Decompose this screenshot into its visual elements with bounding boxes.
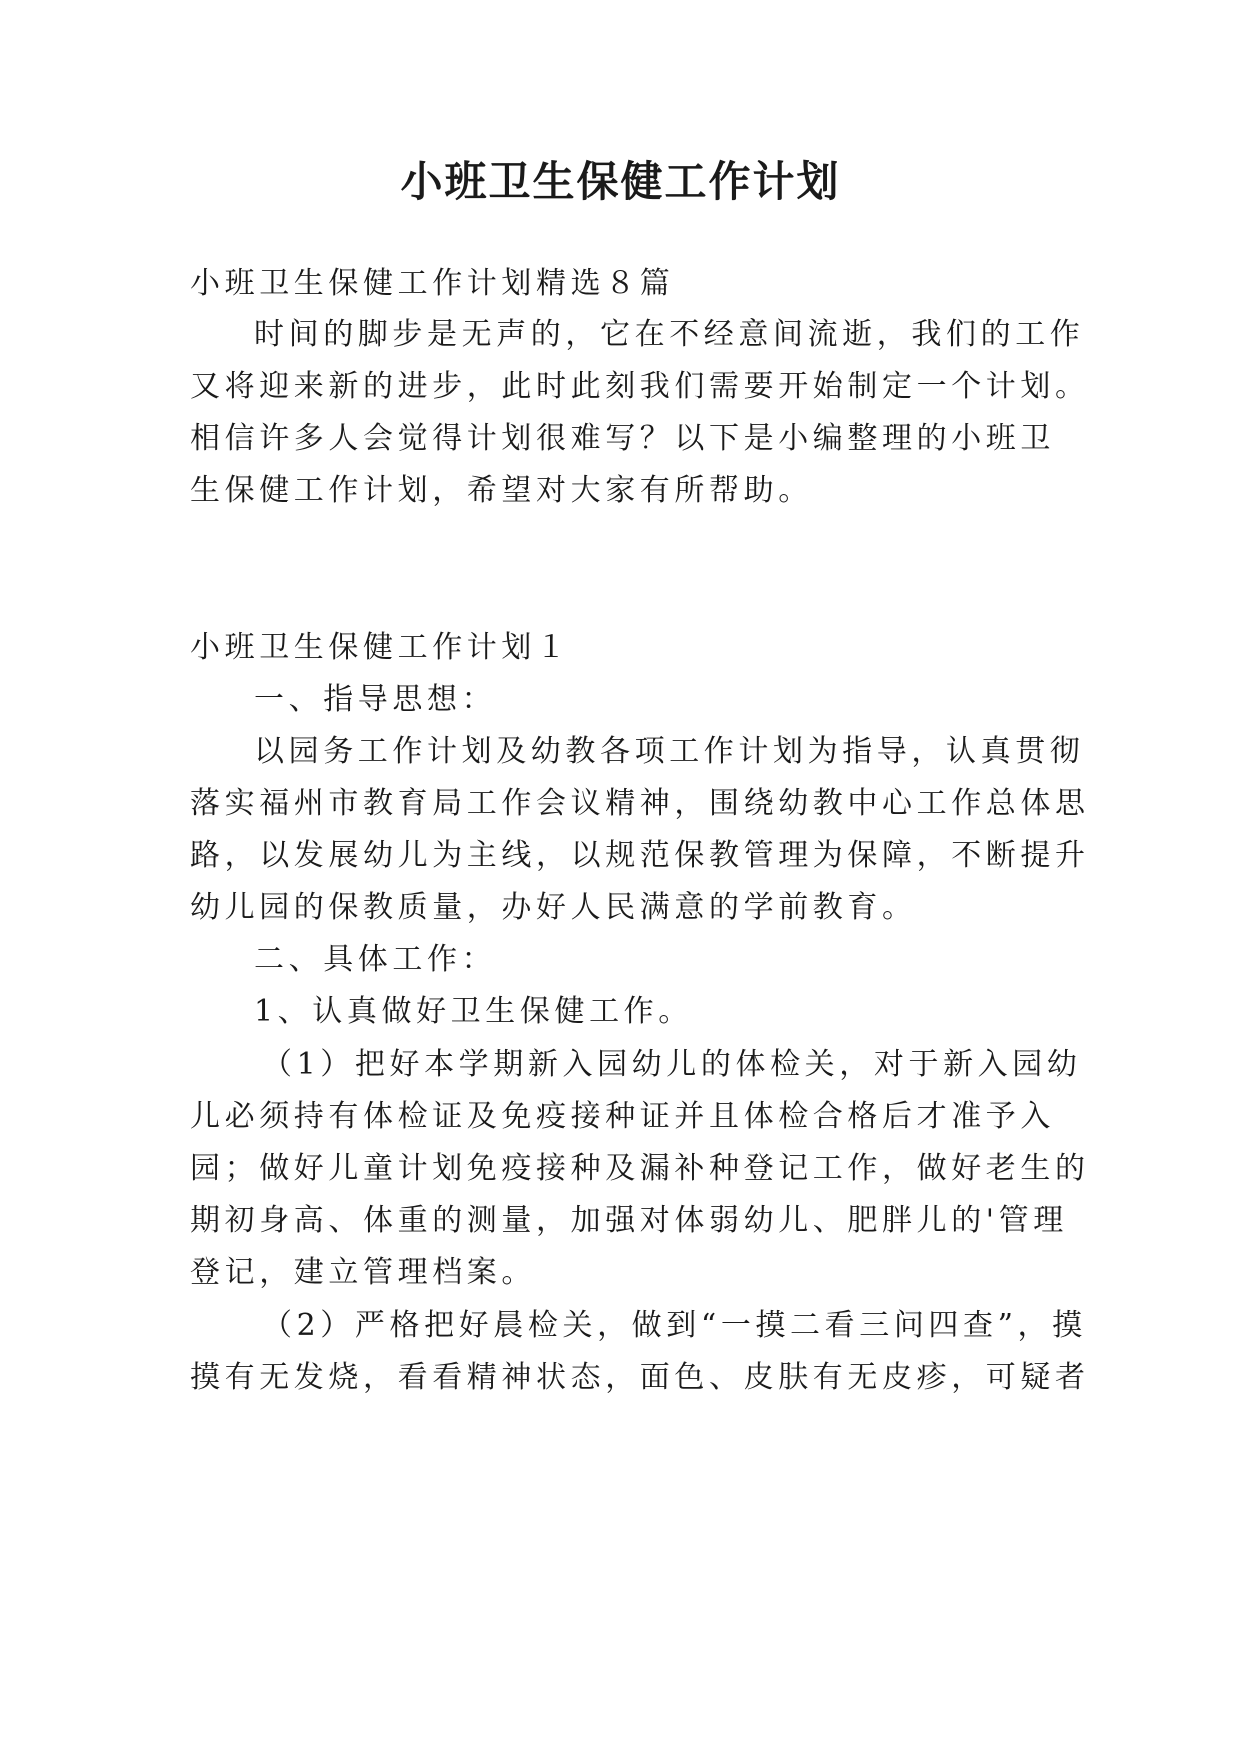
item-line: 登记，建立管理档案。 [190, 1255, 536, 1290]
item-heading: 1、认真做好卫生保健工作。 [254, 994, 693, 1029]
item-line: 儿必须持有体检证及免疫接种证并且体检合格后才准予入 [190, 1099, 1055, 1134]
item-line: 期初身高、体重的测量，加强对体弱幼儿、肥胖儿的'管理 [190, 1203, 1068, 1238]
document-subtitle: 小班卫生保健工作计划精选８篇 [190, 266, 675, 301]
item-line: 园；做好儿童计划免疫接种及漏补种登记工作，做好老生的 [190, 1151, 1090, 1186]
item-line: （1）把好本学期新入园幼儿的体检关，对于新入园幼 [262, 1047, 1082, 1082]
guiding-line: 以园务工作计划及幼教各项工作计划为指导，认真贯彻 [254, 734, 1085, 769]
intro-line: 时间的脚步是无声的，它在不经意间流逝，我们的工作 [254, 317, 1085, 352]
item-line: （2）严格把好晨检关，做到“一摸二看三问四查”，摸 [262, 1308, 1087, 1343]
intro-line: 又将迎来新的进步，此时此刻我们需要开始制定一个计划。 [190, 369, 1090, 404]
guiding-line: 落实福州市教育局工作会议精神，围绕幼教中心工作总体思 [190, 786, 1090, 821]
section-title: 小班卫生保健工作计划１ [190, 630, 571, 665]
guiding-line: 路，以发展幼儿为主线，以规范保教管理为保障，不断提升 [190, 838, 1090, 873]
intro-line: 相信许多人会觉得计划很难写？以下是小编整理的小班卫 [190, 421, 1055, 456]
heading-guiding-thought: 一、指导思想： [254, 682, 497, 717]
intro-line: 生保健工作计划，希望对大家有所帮助。 [190, 473, 813, 508]
document-title: 小班卫生保健工作计划 [400, 157, 841, 206]
item-line: 摸有无发烧，看看精神状态，面色、皮肤有无皮疹，可疑者 [190, 1360, 1090, 1395]
heading-specific-work: 二、具体工作： [254, 942, 497, 977]
guiding-line: 幼儿园的保教质量，办好人民满意的学前教育。 [190, 890, 917, 925]
